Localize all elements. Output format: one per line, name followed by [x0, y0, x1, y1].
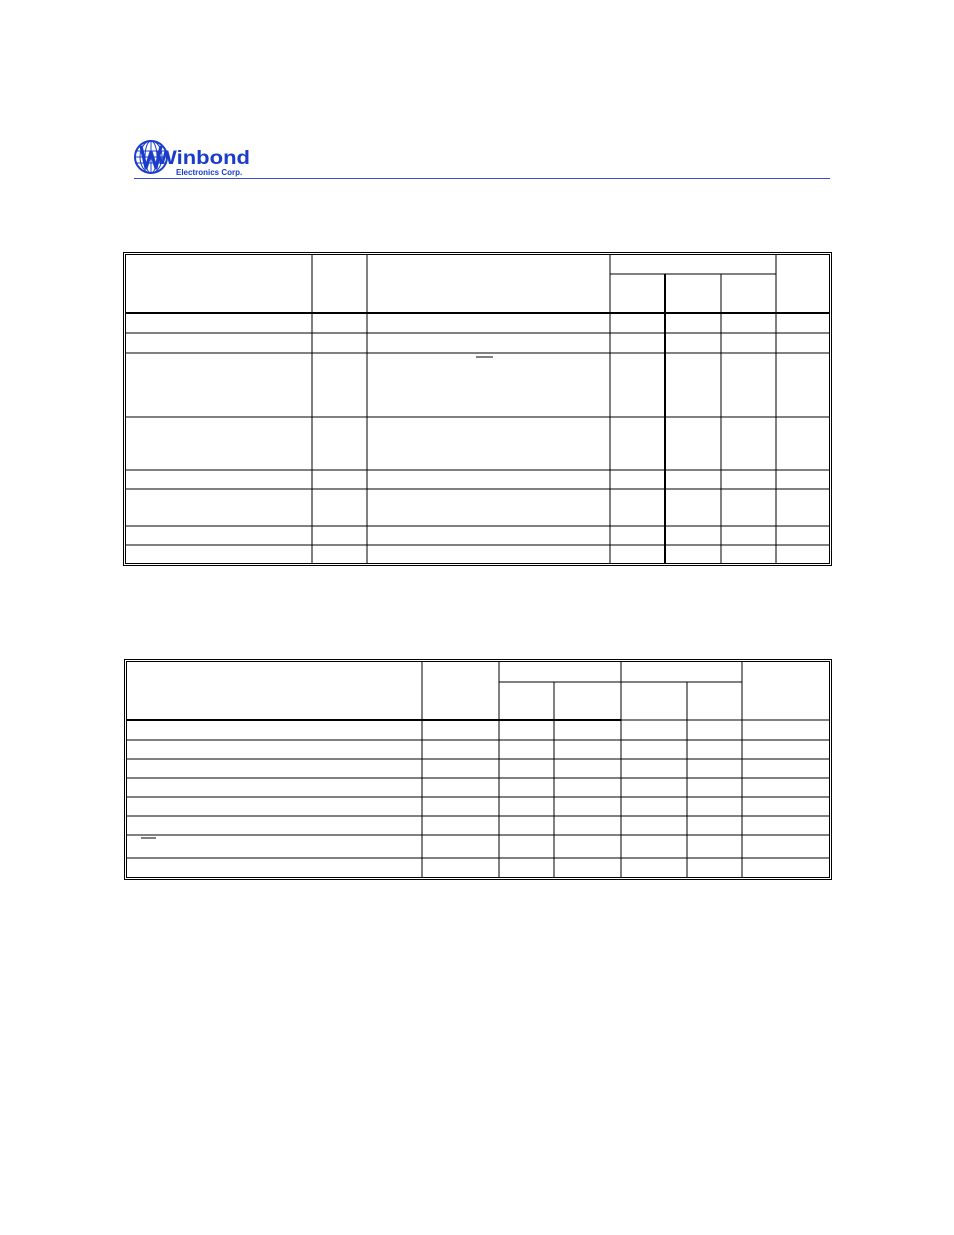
winbond-logo: [134, 138, 254, 178]
table-2: [124, 659, 832, 880]
brand-wordmark: Winbond: [156, 148, 250, 169]
table-2-grid: [127, 662, 829, 877]
table-1-grid: [126, 255, 829, 563]
brand-tagline: Electronics Corp.: [176, 168, 243, 177]
header-rule: [134, 178, 830, 179]
table-1: [123, 252, 832, 566]
